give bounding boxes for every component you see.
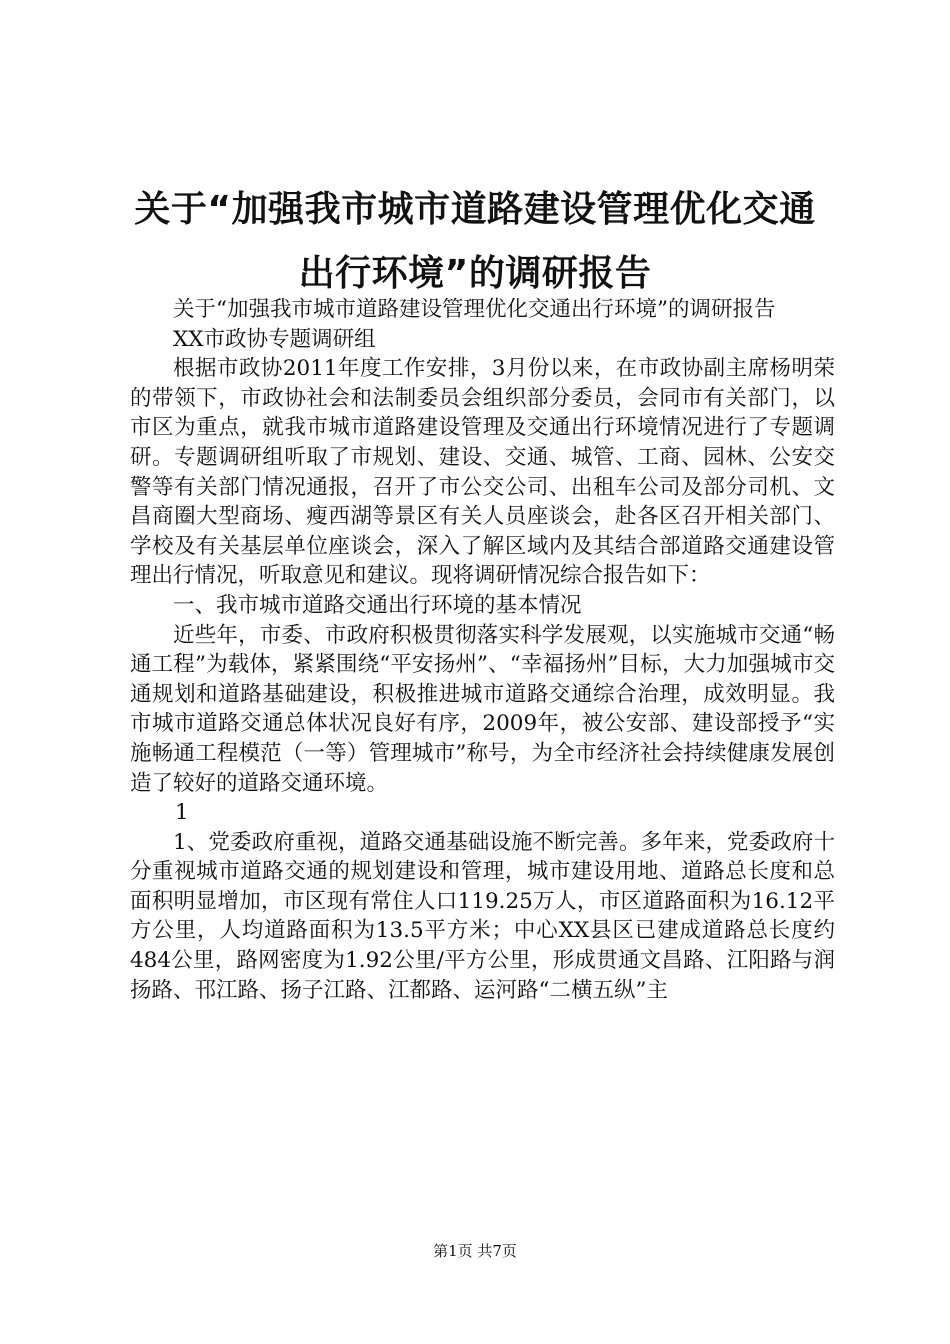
author-line: XX市政协专题调研组 xyxy=(173,326,376,352)
intro-paragraph: 根据市政协2011年度工作安排，3月份以来，在市政协副主席杨明荣的带领下，市政协社会和法制委员会组织部分委员，会同市有关部门，以市区为重点，就我市城市道路建设管理及交通出行环境情况进行了专题调研。专题调研组听取了市规划、建设、交通、城管、工商、园林、公安交警等有关部门情况通报，召开了市公交公司、出租车公司及部分司机、文昌商圈大型商场、瘦西湖等景区有关人员座谈会，赴各区召开相关部门、学校及有关基层单位座谈会，深入了解区域内及其结合部道路交通建设管理出行情况，听取意见和建议。现将调研情况综合报告如下： xyxy=(130,356,835,589)
document-body xyxy=(130,295,835,1005)
page-footer: 第1页 共7页 xyxy=(433,1242,517,1260)
inline-page-number: 1 xyxy=(175,800,189,826)
subtitle-paragraph: 关于“加强我市城市道路建设管理优化交通出行环境”的调研报告 xyxy=(173,297,776,322)
document-title: 关于“加强我市城市道路建设管理优化交通出行环境”的调研报告 xyxy=(134,189,816,294)
overview-paragraph: 近些年，市委、市政府积极贯彻落实科学发展观，以实施城市交通“畅通工程”为载体，紧紧围绕“平安扬州”、“幸福扬州”目标，大力加强城市交通规划和道路基础建设，积极推进城市道路交通综合治理，成效明显。我市城市道路交通总体状况良好有序，2009年，被公安部、建设部授予“实施畅通工程模范（一等）管理城市”称号，为全市经济社会持续健康发展创造了较好的道路交通环境。 xyxy=(130,622,835,796)
point-1-paragraph: 1、党委政府重视，道路交通基础设施不断完善。多年来，党委政府十分重视城市道路交通的规划建设和管理，城市建设用地、道路总长度和总面积明显增加，市区现有常住人口119.25万人，市区道路面积为16.12平方公里，人均道路面积为13.5平方米；中心XX县区已建成道路总长度约484公里，路网密度为1.92公里/平方公里，形成贯通文昌路、江阳路与润扬路、邗江路、扬子江路、江都路、运河路“二横五纵”主 xyxy=(130,829,835,1003)
section-heading: 一、我市城市道路交通出行环境的基本情况 xyxy=(173,592,582,618)
